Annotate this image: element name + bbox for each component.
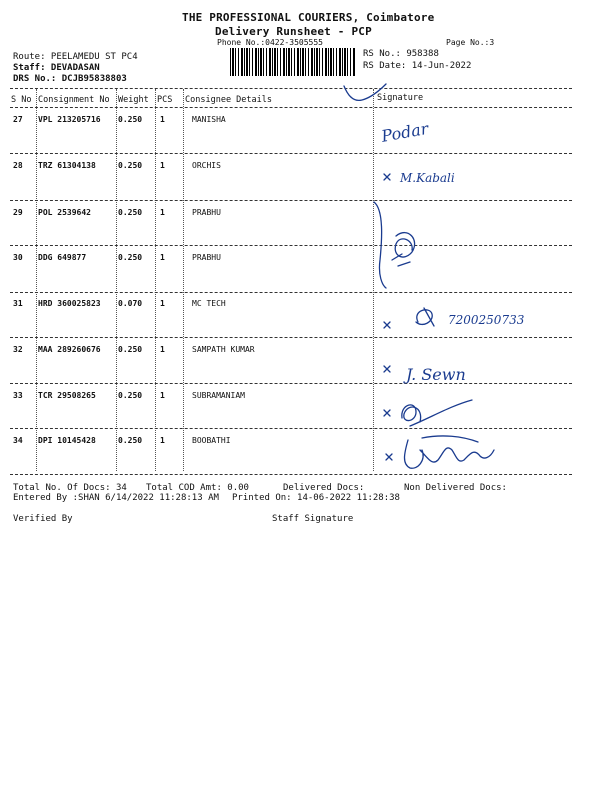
- row-consignment: HRD 360025823: [38, 299, 101, 308]
- row-sno: 32: [13, 345, 23, 354]
- row-weight: 0.250: [118, 436, 143, 445]
- svg-text:7200250733: 7200250733: [448, 313, 525, 327]
- verified-by: Verified By: [13, 514, 73, 524]
- row-divider: [10, 200, 572, 201]
- row-pcs: 1: [160, 253, 165, 262]
- row-pcs: 1: [160, 299, 165, 308]
- signature-row-27: [375, 110, 465, 150]
- entered-by: Entered By :SHAN 6/14/2022 11:28:13 AM: [13, 493, 219, 503]
- col-sno: S No: [11, 95, 32, 105]
- row-divider: [10, 153, 572, 154]
- row-consignee: SUBRAMANIAM: [192, 391, 245, 400]
- row-pcs: 1: [160, 345, 165, 354]
- row-consignment: VPL 213205716: [38, 115, 101, 124]
- row-consignment: POL 2539642: [38, 208, 91, 217]
- col-divider: [116, 89, 117, 471]
- svg-text:M.Kabali: M.Kabali: [400, 171, 455, 185]
- row-consignee: BOOBATHI: [192, 436, 231, 445]
- row-consignment: DPI 10145428: [38, 436, 96, 445]
- row-consignment: DDG 649877: [38, 253, 87, 262]
- row-weight: 0.250: [118, 208, 143, 217]
- document-title: Delivery Runsheet - PCP: [215, 25, 372, 38]
- row-pcs: 1: [160, 208, 165, 217]
- row-sno: 33: [13, 391, 23, 400]
- row-consignee: SAMPATH KUMAR: [192, 345, 255, 354]
- row-sno: 30: [13, 253, 23, 262]
- header-rule-top: [10, 88, 572, 89]
- row-weight: 0.070: [118, 299, 143, 308]
- svg-text:Podar: Podar: [379, 118, 430, 146]
- col-consignee: Consignee Details: [185, 95, 272, 105]
- col-weight: Weight: [118, 95, 149, 105]
- drs-number: DRS No.: DCJB95838803: [13, 74, 127, 84]
- route: Route: PEELAMEDU ST PC4: [13, 52, 138, 62]
- row-sno: 29: [13, 208, 23, 217]
- row-consignee: PRABHU: [192, 208, 221, 217]
- signature-row-32: [378, 356, 538, 386]
- non-delivered-docs: Non Delivered Docs:: [404, 483, 507, 493]
- col-signature: Signature: [377, 93, 424, 103]
- delivered-docs: Delivered Docs:: [283, 483, 365, 493]
- phone-number: Phone No.:0422-3505555: [217, 38, 323, 47]
- col-consignment: Consignment No: [38, 95, 110, 105]
- printed-on: Printed On: 14-06-2022 11:28:38: [232, 493, 400, 503]
- signature-row-29-30: [372, 200, 432, 290]
- staff-signature: Staff Signature: [272, 514, 354, 524]
- col-divider: [155, 89, 156, 471]
- row-weight: 0.250: [118, 391, 143, 400]
- row-weight: 0.250: [118, 345, 143, 354]
- row-sno: 31: [13, 299, 23, 308]
- row-pcs: 1: [160, 391, 165, 400]
- svg-text:J. Sewn: J. Sewn: [406, 365, 466, 384]
- row-sno: 27: [13, 115, 23, 124]
- pen-mark: [340, 82, 400, 106]
- row-pcs: 1: [160, 436, 165, 445]
- barcode: [230, 48, 356, 76]
- signature-row-28: [380, 160, 490, 190]
- row-consignee: MC TECH: [192, 299, 226, 308]
- row-consignment: TRZ 61304138: [38, 161, 96, 170]
- signature-row-34: [382, 430, 522, 475]
- company-name: THE PROFESSIONAL COURIERS, Coimbatore: [182, 11, 435, 24]
- row-sno: 28: [13, 161, 23, 170]
- rs-date: RS Date: 14-Jun-2022: [363, 61, 472, 71]
- col-divider: [183, 89, 184, 471]
- row-consignment: MAA 289260676: [38, 345, 101, 354]
- row-pcs: 1: [160, 161, 165, 170]
- total-docs: Total No. Of Docs: 34: [13, 483, 127, 493]
- col-pcs: PCS: [157, 95, 173, 105]
- header-rule-bottom: [10, 107, 572, 108]
- row-sno: 34: [13, 436, 23, 445]
- row-divider: [10, 245, 572, 246]
- signature-row-31: [378, 302, 558, 332]
- row-consignee: MANISHA: [192, 115, 226, 124]
- row-divider: [10, 292, 572, 293]
- row-weight: 0.250: [118, 161, 143, 170]
- row-weight: 0.250: [118, 253, 143, 262]
- col-divider: [36, 89, 37, 471]
- rs-number: RS No.: 958388: [363, 49, 439, 59]
- staff: Staff: DEVADASAN: [13, 63, 100, 73]
- row-consignee: ORCHIS: [192, 161, 221, 170]
- row-divider: [10, 337, 572, 338]
- row-weight: 0.250: [118, 115, 143, 124]
- page-number: Page No.:3: [446, 38, 495, 47]
- row-pcs: 1: [160, 115, 165, 124]
- row-consignment: TCR 29508265: [38, 391, 96, 400]
- total-cod: Total COD Amt: 0.00: [146, 483, 249, 493]
- row-consignee: PRABHU: [192, 253, 221, 262]
